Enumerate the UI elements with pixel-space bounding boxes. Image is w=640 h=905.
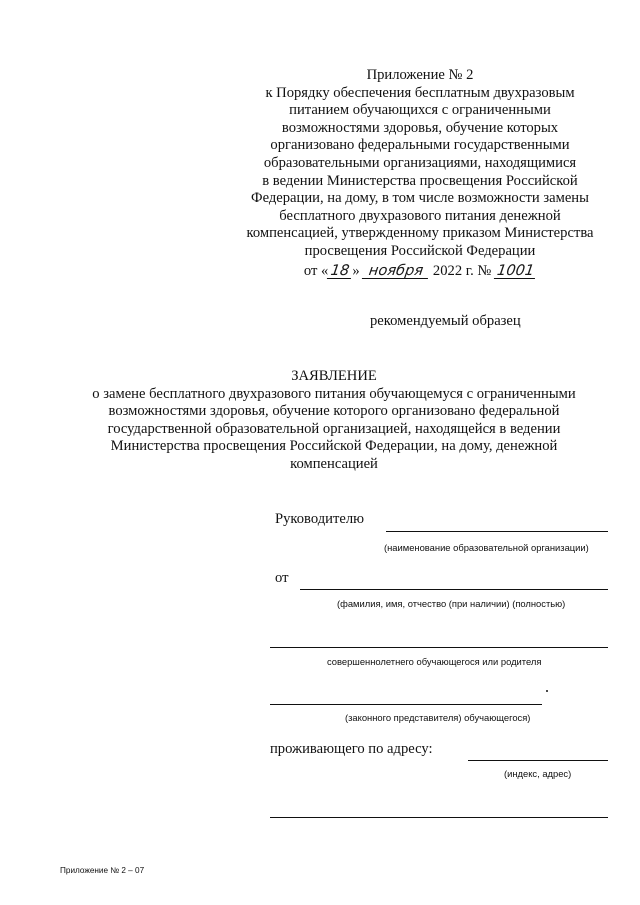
header-line: возможностями здоровья, обучение которых [281,119,559,136]
handwritten-month: ноября [362,263,430,279]
full-name-field-line[interactable] [300,589,608,590]
addressee-label: Руководителю [275,511,365,527]
handwritten-day: 18 [327,263,353,279]
organization-name-caption: (наименование образовательной организации) [384,542,589,553]
organization-name-field-line[interactable] [386,531,608,532]
date-mid: » [352,262,360,279]
title-line: возможностями здоровья, обучение которого организовано федеральной [108,403,560,420]
title-line: компенсацией [290,455,378,472]
recommended-sample-label: рекомендуемый образец [370,313,521,329]
appendix-header [232,67,608,280]
header-line: образовательными организациями, находящимися [263,154,577,171]
header-line: бесплатного двухразового питания денежной [279,207,561,224]
order-date-line [232,263,608,281]
applicant-field-line[interactable] [270,647,608,648]
application-heading: ЗАЯВЛЕНИЕ [291,368,377,384]
header-line: просвещения Российской Федерации [304,242,536,259]
header-line: Федерации, на дому, в том числе возможности замены [251,190,589,207]
header-line: к Порядку обеспечения бесплатным двухразовым [265,84,575,101]
page-footer: Приложение № 2 – 07 [60,866,145,875]
date-year-text: 2022 г. № [432,262,492,279]
address-label: проживающего по адресу: [270,741,433,757]
header-line: в ведении Министерства просвещения Российской [262,172,578,189]
legal-representative-caption: (законного представителя) обучающегося) [345,712,531,723]
from-label: от [275,570,289,586]
stray-dot [546,690,548,692]
title-line: Министерства просвещения Российской Федерации, на дому, денежной [110,438,558,455]
adult-student-or-parent-caption: совершеннолетнего обучающегося или родителя [327,656,542,667]
title-line: о замене бесплатного двухразового питания обучающемуся с ограниченными [92,385,576,402]
application-title-block [60,368,608,474]
header-line: организовано федеральными государственными [270,137,570,154]
date-prefix: от « [303,262,329,279]
legal-representative-field-line[interactable] [270,704,542,705]
header-line: Приложение № 2 [366,67,474,83]
handwritten-order-number: 1001 [495,261,536,279]
header-line: компенсацией, утвержденному приказом Министерства [246,225,594,242]
address-field-line[interactable] [468,760,608,761]
address-caption: (индекс, адрес) [504,768,572,779]
full-name-caption: (фамилия, имя, отчество (при наличии) (полностью) [337,598,566,609]
title-line: государственной образовательной организацией, находящейся в ведении [107,420,561,437]
address-continuation-line[interactable] [270,817,608,818]
header-line: питанием обучающихся с ограниченными [289,102,551,119]
